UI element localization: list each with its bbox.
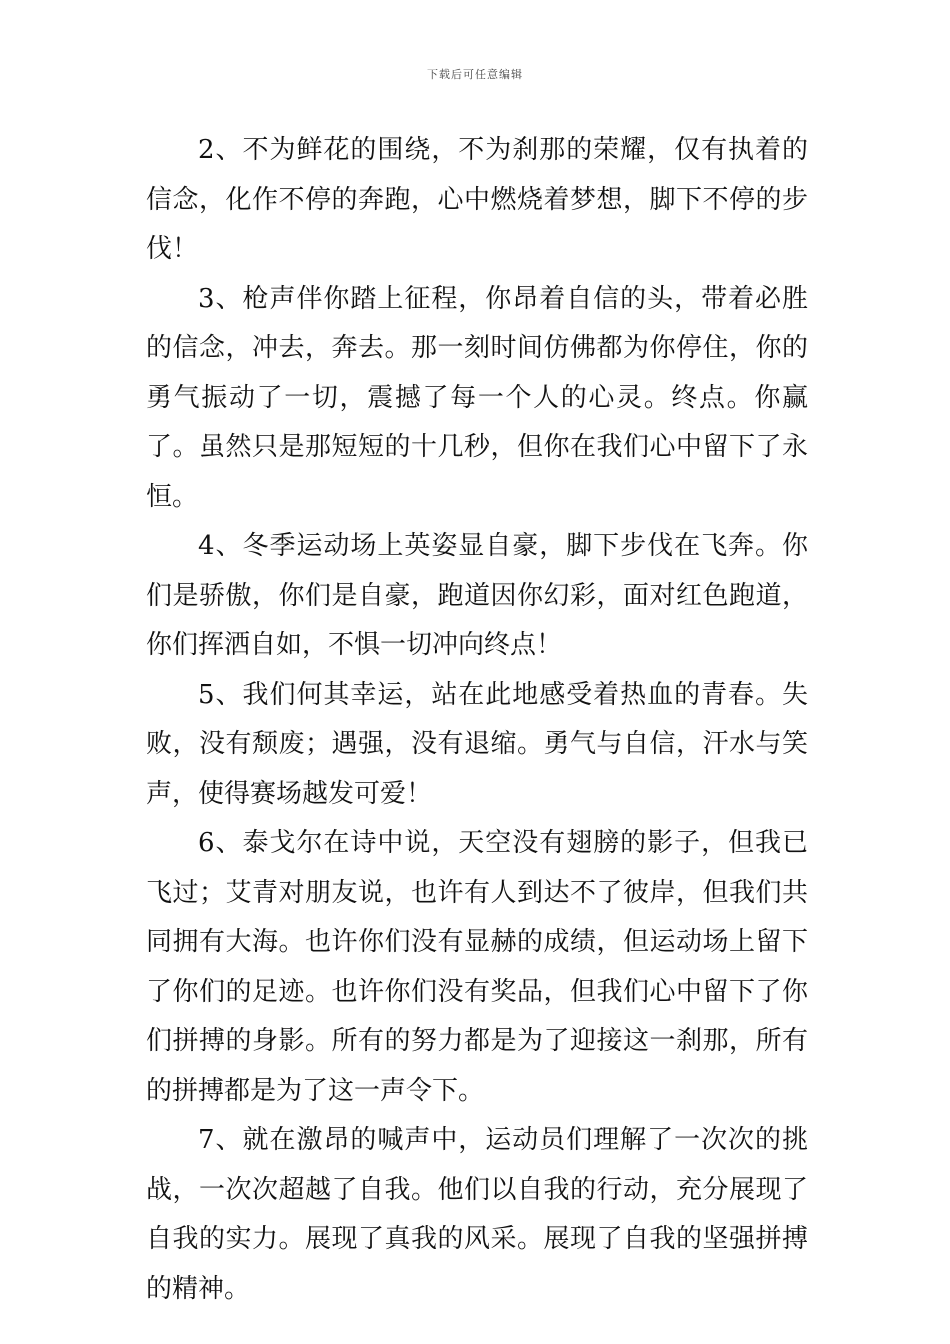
page-header: 下载后可任意编辑 [427, 68, 523, 81]
document-body [146, 126, 808, 1314]
paragraph-5: 5、我们何其幸运，站在此地感受着热血的青春。失败，没有颓废；遇强，没有退缩。勇气与自信，汗水与笑声，使得赛场越发可爱！ [146, 679, 808, 809]
paragraph-2: 2、不为鲜花的围绕，不为刹那的荣耀，仅有执着的信念，化作不停的奔跑，心中燃烧着梦想，脚下不停的步伐！ [146, 135, 808, 264]
paragraph-3: 3、枪声伴你踏上征程，你昂着自信的头，带着必胜的信念，冲去，奔去。那一刻时间仿佛都为你停住，你的勇气振动了一切，震撼了每一个人的心灵。终点。你赢了。虽然只是那短短的十几秒，但你在我们心中留下了永恒。 [146, 283, 808, 512]
paragraph-7: 7、就在激昂的喊声中，运动员们理解了一次次的挑战，一次次超越了自我。他们以自我的行动，充分展现了自我的实力。展现了真我的风采。展现了自我的坚强拼搏的精神。 [146, 1125, 808, 1304]
paragraph-4: 4、冬季运动场上英姿显自豪，脚下步伐在飞奔。你们是骄傲，你们是自豪，跑道因你幻彩，面对红色跑道，你们挥洒自如，不惧一切冲向终点！ [146, 531, 808, 660]
paragraph-6: 6、泰戈尔在诗中说，天空没有翅膀的影子，但我已飞过；艾青对朋友说，也许有人到达不了彼岸，但我们共同拥有大海。也许你们没有显赫的成绩，但运动场上留下了你们的足迹。也许你们没有奖品，但我们心中留下了你们拼搏的身影。所有的努力都是为了迎接这一刹那，所有的拼搏都是为了这一声令下。 [146, 828, 808, 1106]
